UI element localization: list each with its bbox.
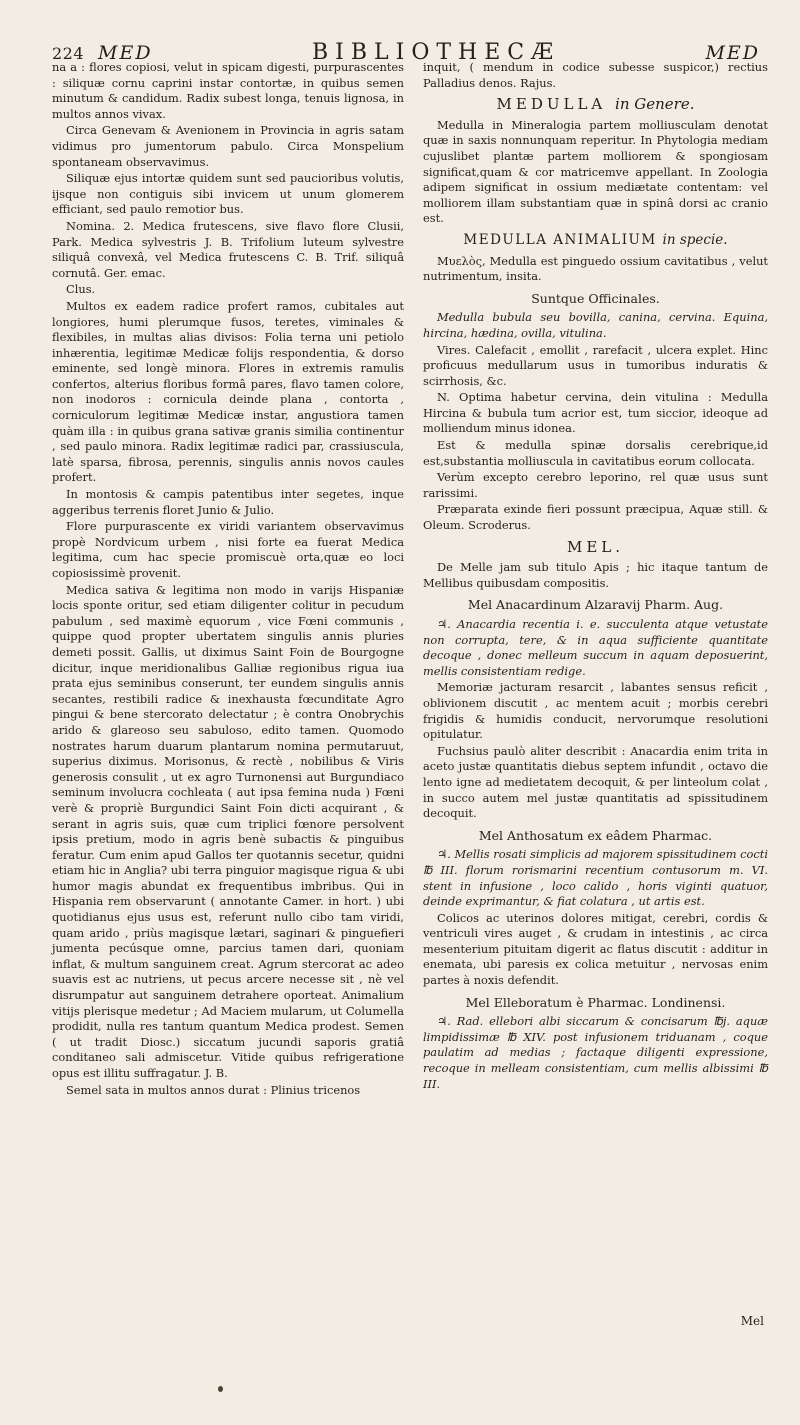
paragraph: Præparata exinde fieri possunt præcipua, Aquæ still. & Oleum. Scroderus.: [423, 502, 768, 533]
paragraph: Nomina. 2. Medica frutescens, sive flavo flore Clusii, Park. Medica sylvestris J. B. Trifolium luteum sylvestre siliquâ convexâ, vel Medica frutescens C. B. Trif. siliquâ cornutâ. Ger. emac.: [52, 218, 404, 280]
subheading-mel-anthosatum: Mel Anthosatum ex eâdem Pharmac.: [478, 827, 713, 843]
heading-title: MEDULLA ANIMALIUM: [463, 231, 657, 248]
subheading-mel-elleboratum: Mel Elleboratum è Pharmac. Londinensi.: [465, 994, 726, 1010]
paragraph: Circa Genevam & Avenionem in Provincia in agris satam vidimus pro jumentorum pabulo. Circa Monspelium spontaneam observavimus.: [52, 123, 404, 169]
heading-title: MEDULLA: [496, 95, 607, 114]
paragraph: Flore purpurascente ex viridi variantem observavimus propè Nordvicum urbem , nisi forte ea fuerat Medica legitima, cum hac specie promiscuè orta,quæ eo loci copiosissimè provenit.: [52, 519, 404, 580]
paragraph: Semel sata in multos annos durat : Plinius tricenos: [66, 1082, 361, 1097]
heading-subtitle: in specie.: [662, 231, 728, 248]
running-head-title: BIBLIOTHECÆ: [312, 40, 561, 65]
section-heading-officinales: Suntque Officinales.: [531, 290, 660, 306]
paragraph: Colicos ac uterinos dolores mitigat, cerebri, cordis & ventriculi vires auget , & crudam in intestinis , ac circa mesenterium pituitam digerit ac flatus discutit : additur in enemata, ubi paresis ex colica metuitur , nervosas enim partes à noxis defendit.: [423, 910, 768, 988]
paragraph: Vires. Calefacit , emollit , rarefacit , ulcera explet. Hinc proficuus medullarum usus in tumoribus induratis & scirrhosis, &c.: [423, 342, 768, 388]
left-column: [52, 60, 404, 1099]
paragraph: na a : flores copiosi, velut in spicam digesti, purpurascentes : siliquæ cornu caprini instar contortæ, in quibus semen minutum & candidum. Radix subest longa, tenuis lignosa, in multos annos vivax.: [52, 60, 404, 121]
paragraph: N. Optima habetur cervina, dein vitulina : Medulla Hircina & bubula tum acrior est, tum siccior, ideoque ad molliendum minus idonea.: [423, 390, 768, 436]
paragraph: inquit, ( mendum in codice subesse suspicor,) rectius Palladius denos. Rajus.: [423, 60, 768, 90]
running-head-left: MED: [98, 42, 153, 64]
page-number: 224: [52, 44, 85, 63]
recipe-paragraph: ♃. Mellis rosati simplicis ad majorem spissitudinem cocti ℔ III. florum rorismarini recentium contusorum m. VI. stent in infusione , loco calido , horis viginti quatuor, deinde exprimantur, & fiat colatura , ut artis est.: [423, 847, 768, 909]
paragraph: De Melle jam sub titulo Apis ; hic itaque tantum de Mellibus quibusdam compositis.: [423, 560, 768, 590]
ink-spot: [218, 1386, 223, 1392]
paragraph: Medica sativa & legitima non modo in varijs Hispaniæ locis sponte oritur, sed etiam diligenter colitur in pecudum pabulum , sed maximè equorum , vice Fœni communis , quippe quod propter ubertatem singulis annis pluries demeti possit. Gallis, ut diximus Saint Foin de Bourgogne dicitur, inque meridionalibus Galliæ regionibus rigua iua prata ejus seminibus conserunt, ter eundem singulis annis secantes, restibili radice & inexhausta fœcunditate Agro pingui & bene stercorato delectatur ; è contra Onobrychis arido & glareoso seu sabuloso, edito tamen. Quomodo nostrates harum duarum plantarum nomina permutaruut, superius diximus. Morisonus, & rectè , nobilibus & Viris generosis consulit , ut ex agro Turnonensi aut Burgundiaco seminum involucra cochleata ( aut ipsa femina nuda ) Fœni verè & propriè Burgundici Saint Foin dicti acquirant , & serant in agris suis, quæ cum triplici fœnore persolvent ipsis pretium, modo in agris benè subactis & pinguibus feratur. Cum enim apud Gallos ter quotannis secetur, quidni etiam hic in Anglia? ubi terra pinguior magisque rigua & ubi humor magis abundat ex frequentibus imbribus. Qui in Hispania rem observarunt ( annotante Camer. in hort. ) ubi quotidianus ejus usus est, referunt nullo cibo tam viridi, quam arido , priùs magisque lætari, saginari & pinguefieri jumenta pecúsque omne, parcius tamen dari, quoniam inflat, & multum sanguinem creat. Agrum stercorat ac adeo suavis est ac nutriens, ut pecus arcere necesse sit , nè vel disrumpatur aut sanguinem detrahere oporteat. Animalium vitijs plerisque medetur ; Ad Maciem mularum, ut Columella prodidit, nulla res tantum quantum Medica prodest. Semen ( ut tradit Diosc.) siccatum jucundi saporis gratiâ conditaneo sali admiscetur. Vitide quibus refrigeratione opus est illitu suffragatur. J. B.: [52, 582, 404, 1080]
paragraph: Medulla in Mineralogia partem molliusculam denotat quæ in saxis nonnunquam reperitur. In Phytologia mediam cujuslibet plantæ partem molliorem & spongiosam significat,quam & cor matricemve appellant. In Zoologia adipem significat in ossium mediætate contentam: vel molliorem illam substantiam quæ in spinâ dorsi ac cranio est.: [423, 117, 768, 226]
recipe-paragraph: ♃. Anacardia recentia i. e. succulenta atque vetustate non corrupta, tere, & in aqua sufficiente quantitate decoque , donec melleum succum in aquam deposuerint, mellis consistentiam redige.: [423, 617, 768, 678]
catchword: Mel: [740, 1314, 764, 1328]
recipe-paragraph: ♃. Rad. ellebori albi siccarum & concisarum ℔j. aquæ limpidissimæ ℔ XIV. post infusionem triduanam , coque paulatim ad medias ; factaque diligenti expressione, recoque in melleam consistentiam, cum mellis albissimi ℔ III.: [423, 1014, 768, 1091]
paragraph: Multos ex eadem radice profert ramos, cubitales aut longiores, humi plerumque fusos, teretes, viminales & flexibiles, in multas alias divisos: Folia terna uni petiolo inhærentia, legitimæ Medicæ folijs respondentia, & dorso eminente, sed longè minora. Flores in extremis ramulis confertos, alterius floribus formâ pares, flavo tamen colore, non inodoros : corniculа deinde plana , contorta , corniculorum legitimæ Medicæ instar, angustiora tamen quàm illa : in quibus grana sativæ granis similia continentur , sed paulo minora. Radix legitimæ radici par, crassiuscula, latè sparsa, fibrosa, perennis, singulis annis novos caules profert.: [52, 298, 404, 485]
paragraph: Μυελὸς, Medulla est pinguedo ossium cavitatibus , velut nutrimentum, insita.: [423, 253, 768, 284]
paragraph: Siliquæ ejus intortæ quidem sunt sed paucioribus volutis, ijsque non contiguis sibi invicem ut unum glomerem efficiant, sed paulo remotior bus.: [52, 171, 404, 217]
paragraph: Memoriæ jacturam resarcit , labantes sensus reficit , oblivionem discutit , ac mentem acuit ; morbis cerebri frigidis & humidis conducit, nervorumque resolutioni opitulatur.: [423, 680, 768, 742]
right-column: [423, 60, 768, 1093]
paragraph: Medulla bubula seu bovilla, canina, cervina. Equina, hircina, hædina, ovilla, vitulina.: [423, 310, 768, 340]
section-heading-medulla-animalium: [423, 233, 768, 249]
paragraph: Fuchsius paulò aliter describit : Anacardia enim trita in aceto justæ quantitatis diebus septem infundit , octavo die lento igne ad medietatem decoquit, & per linteolum colat , in succo autem mel justæ quantitatis ad spissitudinem decoquit.: [423, 743, 768, 821]
subheading-mel-anacardinum: Mel Anacardinum Alzaravij Pharm. Aug.: [467, 597, 724, 613]
section-heading-mel: MEL.: [566, 537, 625, 556]
paragraph: Verùm excepto cerebro leporino, rel quæ usus sunt rarissimi.: [423, 470, 768, 500]
paragraph: Est & medulla spinæ dorsalis cerebrique,id est,substantia molliuscula in cavitatibus eorum collocata.: [423, 438, 768, 468]
paragraph: In montosis & campis patentibus inter segetes, inque aggeribus terrenis floret Junio & Julio.: [52, 487, 404, 517]
section-heading-medulla: [423, 97, 768, 113]
heading-subtitle: in Genere.: [615, 95, 695, 114]
paragraph: Clus.: [66, 282, 96, 297]
running-head-right: MED: [705, 42, 760, 64]
